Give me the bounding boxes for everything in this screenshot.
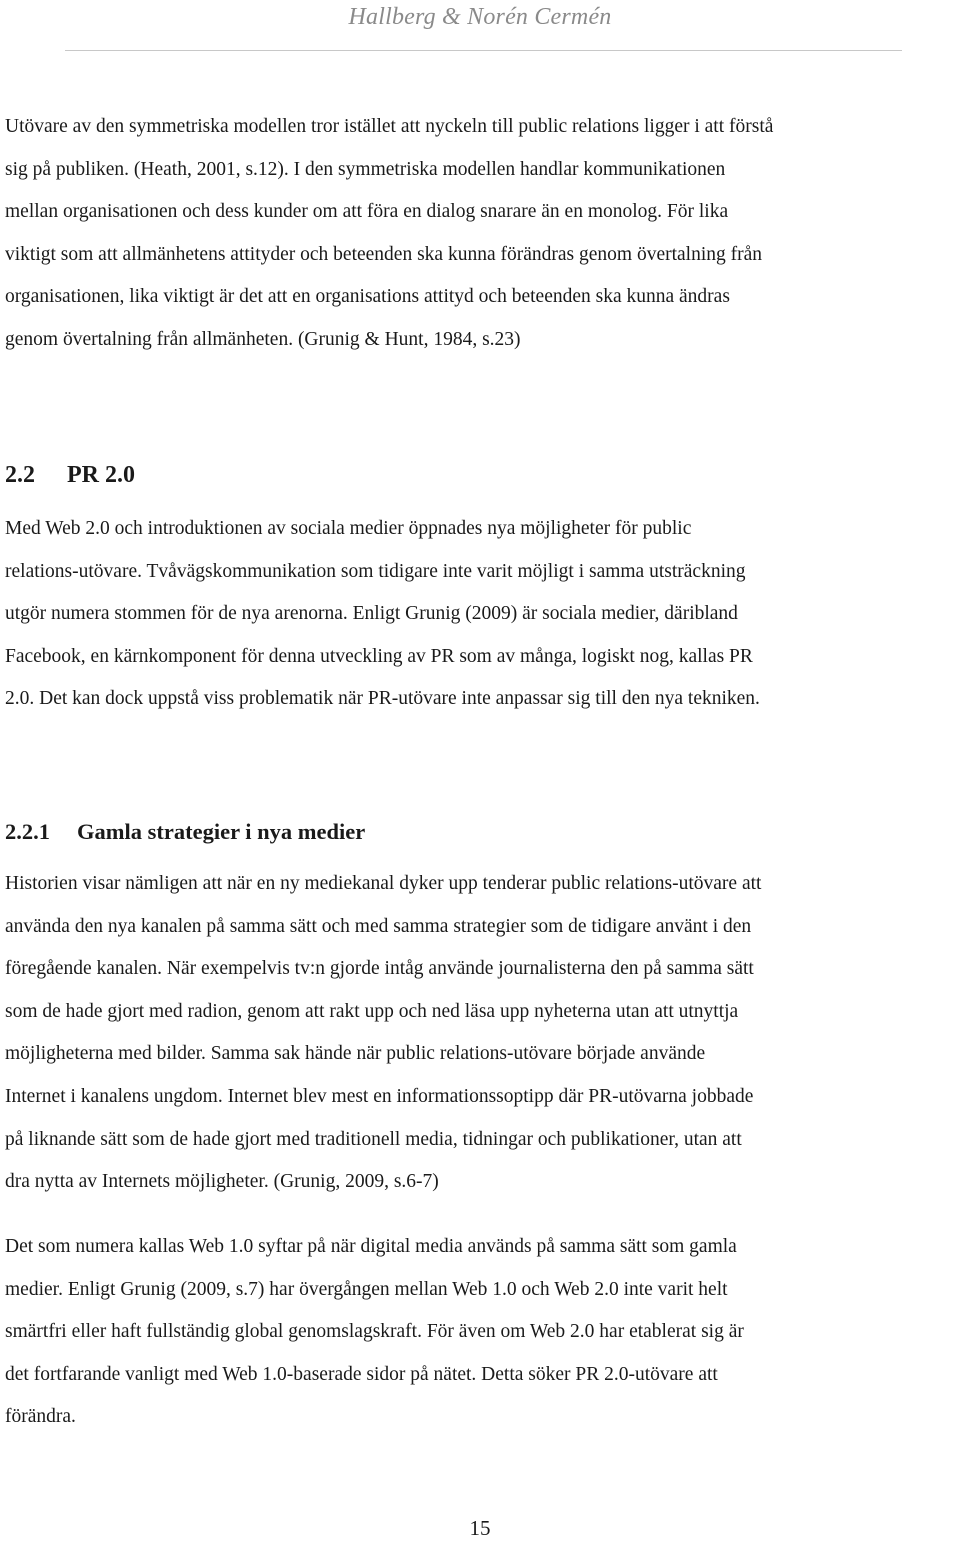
paragraph-line: som de hade gjort med radion, genom att rakt upp och ned läsa upp nyheterna utan att utnyttja xyxy=(5,1000,739,1022)
paragraph-line: 2.0. Det kan dock uppstå viss problematik när PR-utövare inte anpassar sig till den nya tekniken. xyxy=(5,688,760,710)
paragraph-line: organisationen, lika viktigt är det att en organisations attityd och beteenden ska kunna ändras xyxy=(5,286,730,308)
paragraph-line: Med Web 2.0 och introduktionen av sociala medier öppnades nya möjligheter för public xyxy=(5,518,692,539)
subsection-number: 2.2.1 xyxy=(5,819,50,844)
header-rule xyxy=(65,50,902,51)
page-number: 15 xyxy=(469,1516,491,1540)
paragraph-line: Utövare av den symmetriska modellen tror istället att nyckeln till public relations ligger i att förstå xyxy=(5,116,774,137)
paragraph-symmetric-model xyxy=(5,106,955,362)
paragraph-line: Historien visar nämligen att när en ny mediekanal dyker upp tenderar public relations-utövare att xyxy=(5,873,762,894)
paragraph-line: Det som numera kallas Web 1.0 syftar på när digital media används på samma sätt som gamla xyxy=(5,1236,737,1257)
paragraph-line: använda den nya kanalen på samma sätt och med samma strategier som de tidigare använt i den xyxy=(5,915,752,937)
paragraph-web10 xyxy=(5,1226,955,1439)
paragraph-line: mellan organisationen och dess kunder om att föra en dialog snarare än en monolog. För lika xyxy=(5,201,729,223)
subsection-title: Gamla strategier i nya medier xyxy=(77,819,366,844)
section-title: PR 2.0 xyxy=(67,462,135,488)
paragraph-line: viktigt som att allmänhetens attityder och beteenden ska kunna förändras genom övertalning från xyxy=(5,243,763,265)
section-heading-pr20 xyxy=(5,455,135,495)
paragraph-line: sig på publiken. (Heath, 2001, s.12). I den symmetriska modellen handlar kommunikationen xyxy=(5,158,726,180)
paragraph-line: Facebook, en kärnkomponent för denna utveckling av PR som av många, logiskt nog, kallas PR xyxy=(5,645,753,667)
paragraph-line: Internet i kanalens ungdom. Internet blev mest en informationssoptipp där PR-utövarna jobbade xyxy=(5,1085,754,1107)
running-header: Hallberg & Norén Cermén xyxy=(348,4,612,30)
paragraph-line: utgör numera stommen för de nya arenorna. Enligt Grunig (2009) är sociala medier, däribland xyxy=(5,603,738,625)
paragraph-line: förändra. xyxy=(5,1406,76,1428)
paragraph-line: smärtfri eller haft fullständig global genomslagskraft. För även om Web 2.0 har etablerat sig är xyxy=(5,1321,744,1343)
paragraph-line: möjligheterna med bilder. Samma sak hände när public relations-utövare började använde xyxy=(5,1043,706,1065)
subsection-heading-old-strategies xyxy=(5,812,365,852)
paragraph-history xyxy=(5,863,955,1204)
paragraph-line: relations-utövare. Tvåvägskommunikation som tidigare inte varit möjligt i samma utsträckning xyxy=(5,560,746,582)
paragraph-line: genom övertalning från allmänheten. (Grunig & Hunt, 1984, s.23) xyxy=(5,328,521,350)
paragraph-line: föregående kanalen. När exempelvis tv:n gjorde intåg använde journalisterna den på samma sätt xyxy=(5,958,754,980)
paragraph-line: medier. Enligt Grunig (2009, s.7) har övergången mellan Web 1.0 och Web 2.0 inte varit helt xyxy=(5,1278,728,1300)
paragraph-web20-intro xyxy=(5,508,955,721)
paragraph-line: det fortfarande vanligt med Web 1.0-baserade sidor på nätet. Detta söker PR 2.0-utövare att xyxy=(5,1363,718,1385)
paragraph-line: dra nytta av Internets möjligheter. (Grunig, 2009, s.6-7) xyxy=(5,1171,439,1193)
section-number: 2.2 xyxy=(5,462,35,488)
paragraph-line: på liknande sätt som de hade gjort med traditionell media, tidningar och publikationer, utan att xyxy=(5,1128,742,1150)
